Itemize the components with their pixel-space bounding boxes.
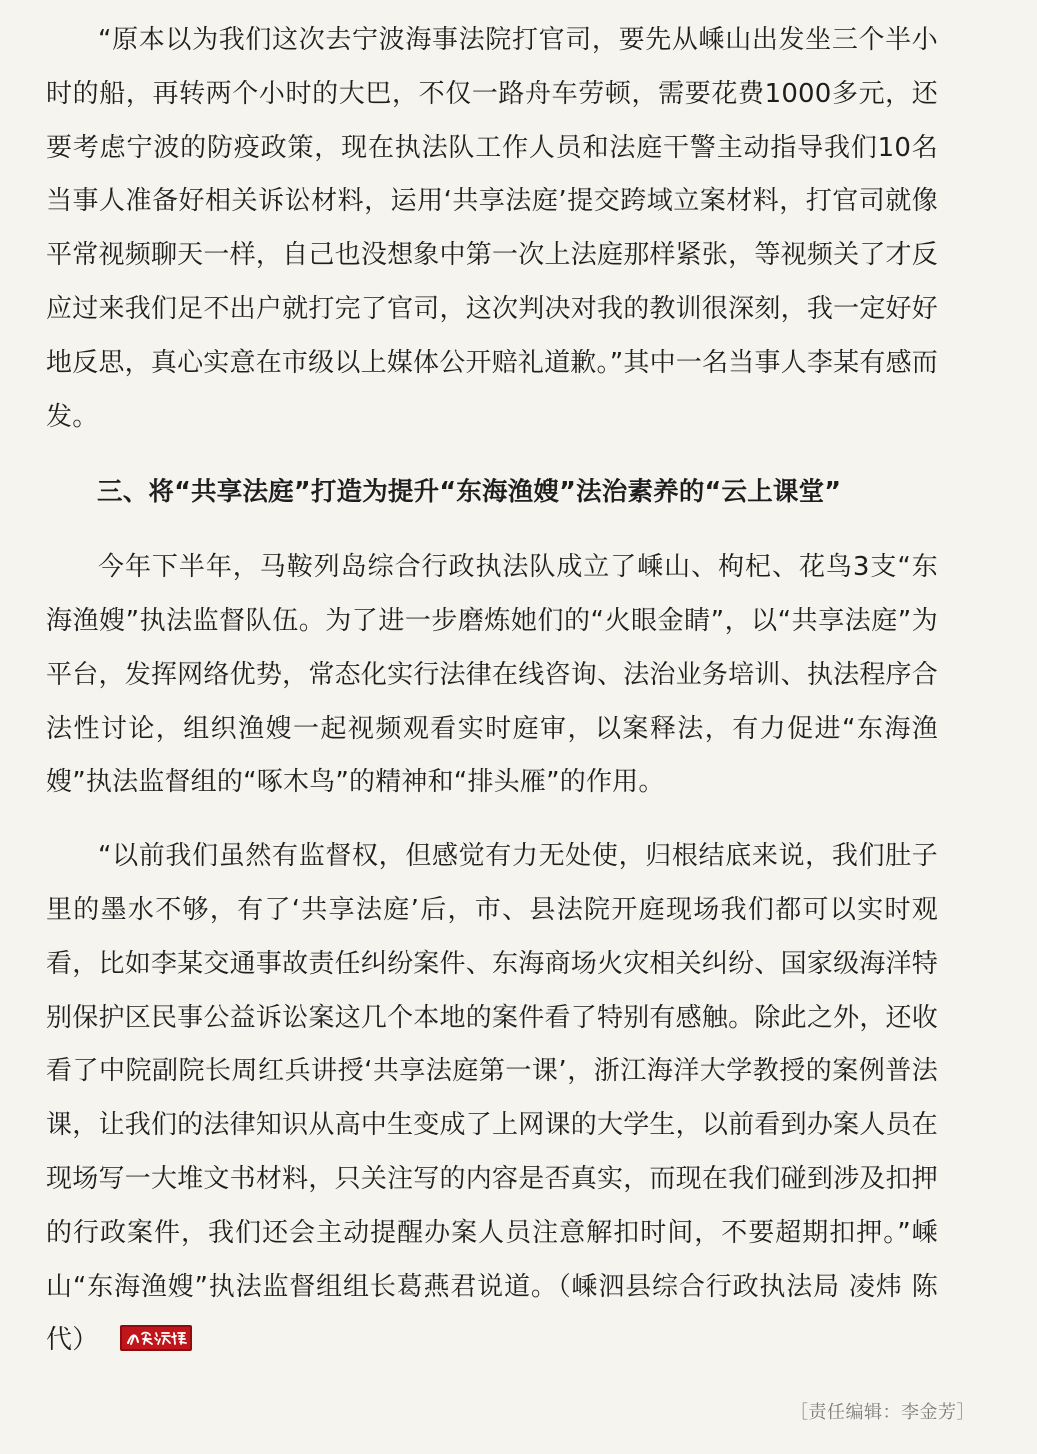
article-paragraph-3 [46,830,938,1368]
article-body [46,14,938,1368]
people-court-logo-icon [120,1325,192,1351]
article-paragraph-2: 今年下半年，马鞍列岛综合行政执法队成立了嵊山、枸杞、花鸟3支“东海渔嫂”执法监督队伍。为了进一步磨炼她们的“火眼金睛”，以“共享法庭”为平台，发挥网络优势，常态化实行法律在线咨询、法治业务培训、执法程序合法性讨论，组织渔嫂一起视频观看实时庭审，以案释法，有力促进“东海渔嫂”执法监督组的“啄木鸟”的精神和“排头雁”的作用。 [46,552,938,798]
article-paragraph-1: “原本以为我们这次去宁波海事法院打官司，要先从嵊山出发坐三个半小时的船，再转两个小时的大巴，不仅一路舟车劳顿，需要花费1000多元，还要考虑宁波的防疫政策，现在执法队工作人员和法庭干警主动指导我们10名当事人准备好相关诉讼材料，运用‘共享法庭’提交跨域立案材料，打官司就像平常视频聊天一样，自己也没想象中第一次上法庭那样紧张，等视频关了才反应过来我们足不出户就打完了官司，这次判决对我的教训很深刻，我一定好好地反思，真心实意在市级以上媒体公开赔礼道歉。”其中一名当事人李某有感而发。 [46,25,938,432]
section-heading: 三、将“共享法庭”打造为提升“东海渔嫂”法治素养的“云上课堂” [97,477,842,508]
responsible-editor: ［责任编辑：李金芳］ [790,1402,975,1423]
article-paragraph-3-text: “以前我们虽然有监督权，但感觉有力无处使，归根结底来说，我们肚子里的墨水不够，有了‘共享法庭’后，市、县法院开庭现场我们都可以实时观看，比如李某交通事故责任纠纷案件、东海商场火灾相关纠纷、国家级海洋特别保护区民事公益诉讼案这几个本地的案件看了特别有感触。除此之外，还收看了中院副院长周红兵讲授‘共享法庭第一课’，浙江海洋大学教授的案例普法课，让我们的法律知识从高中生变成了上网课的大学生，以前看到办案人员在现场写一大堆文书材料，只关注写的内容是否真实，而现在我们碰到涉及扣押的行政案件，我们还会主动提醒办案人员注意解扣时间，不要超期扣押。”嵊山“东海渔嫂”执法监督组组长葛燕君说道。（嵊泗县综合行政执法局 凌炜 陈代） [46,841,938,1356]
